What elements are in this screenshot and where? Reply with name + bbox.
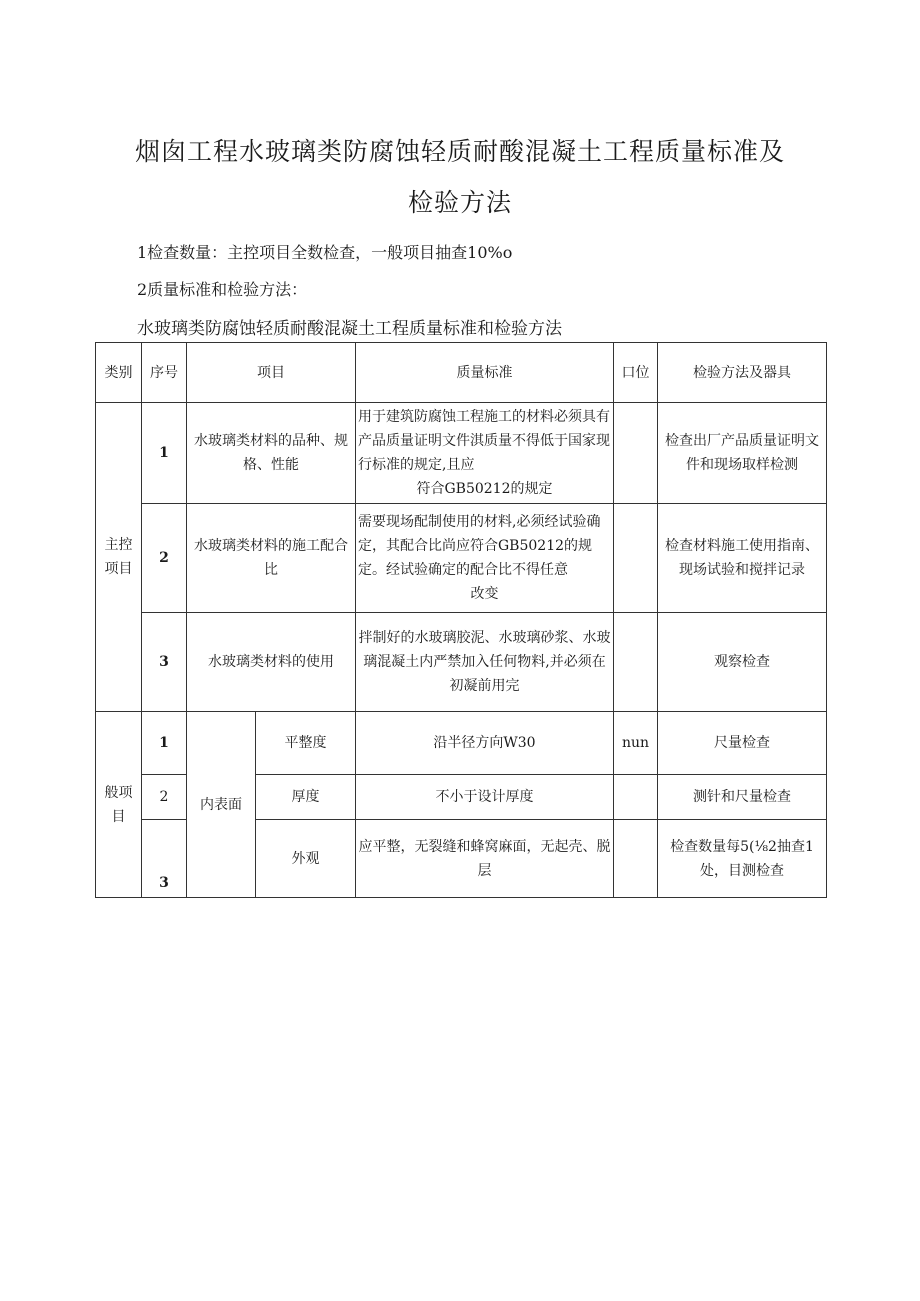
inspection-quantity-paragraph: 1检查数量：主控项目全数检查，一般项目抽查10%o <box>137 243 513 262</box>
row-seq: 2 <box>142 775 187 820</box>
table-row <box>96 403 827 504</box>
header-standard: 质量标准 <box>356 343 614 403</box>
header-item: 项目 <box>187 343 356 403</box>
table-header-row <box>96 343 827 403</box>
row-standard-tail: 改变 <box>470 586 499 602</box>
table-row <box>96 613 827 712</box>
row-seq: 2 <box>142 504 187 613</box>
row-method: 尺量检查 <box>658 712 827 775</box>
header-unit: 口位 <box>614 343 658 403</box>
header-seq: 序号 <box>142 343 187 403</box>
table-row <box>96 712 827 775</box>
row-unit <box>614 504 658 613</box>
row-method: 检查数量每5(⅛2抽查1处，目测检查 <box>658 820 827 898</box>
row-seq: 1 <box>142 712 187 775</box>
category-main: 主控项目 <box>96 403 142 712</box>
row-seq: 3 <box>142 820 187 898</box>
row-unit <box>614 775 658 820</box>
document-title-line1: 烟囱工程水玻璃类防腐蚀轻质耐酸混凝土工程质量标准及 <box>134 137 785 166</box>
row-unit: nun <box>614 712 658 775</box>
row-method: 测针和尺量检查 <box>658 775 827 820</box>
row-standard: 拌制好的水玻璃胶泥、水玻璃砂浆、水玻璃混凝土内严禁加入任何物料,并必须在初凝前用完 <box>356 613 614 712</box>
category-general: 般项目 <box>96 712 142 898</box>
row-standard-tail: 符合GB50212的规定 <box>416 481 553 497</box>
row-method: 观察检查 <box>658 613 827 712</box>
row-method: 检查出厂产品质量证明文件和现场取样检测 <box>658 403 827 504</box>
row-standard-text: 用于建筑防腐蚀工程施工的材料必须具有产品质量证明文件淇质量不得低于国家现行标准的规定,且应 <box>358 409 610 473</box>
row-item: 水玻璃类材料的使用 <box>187 613 356 712</box>
row-unit <box>614 403 658 504</box>
row-standard: 应平整，无裂缝和蜂窝麻面，无起壳、脱层 <box>356 820 614 898</box>
table-caption: 水玻璃类防腐蚀轻质耐酸混凝土工程质量标准和检验方法 <box>137 319 562 339</box>
row-unit <box>614 820 658 898</box>
row-method: 检查材料施工使用指南、现场试验和搅拌记录 <box>658 504 827 613</box>
row-unit <box>614 613 658 712</box>
row-item: 水玻璃类材料的施工配合比 <box>187 504 356 613</box>
group-inner-surface: 内表面 <box>187 712 256 898</box>
row-seq: 3 <box>142 613 187 712</box>
row-standard-text: 需要现场配制使用的材料,必须经试验确定，其配合比尚应符合GB50212的规定。经试验确定的配合比不得任意 <box>358 514 601 578</box>
row-item: 平整度 <box>256 712 356 775</box>
header-category: 类别 <box>96 343 142 403</box>
quality-standard-table <box>95 342 827 898</box>
row-standard <box>356 403 614 504</box>
row-seq: 1 <box>142 403 187 504</box>
row-item: 外观 <box>256 820 356 898</box>
row-item: 水玻璃类材料的品种、规格、性能 <box>187 403 356 504</box>
standard-method-paragraph: 2质量标准和检验方法： <box>137 280 308 299</box>
row-standard: 沿半径方向W30 <box>356 712 614 775</box>
document-title-line2: 检验方法 <box>407 188 512 217</box>
row-item: 厚度 <box>256 775 356 820</box>
row-standard: 不小于设计厚度 <box>356 775 614 820</box>
table-row <box>96 504 827 613</box>
row-standard <box>356 504 614 613</box>
header-method: 检验方法及器具 <box>658 343 827 403</box>
